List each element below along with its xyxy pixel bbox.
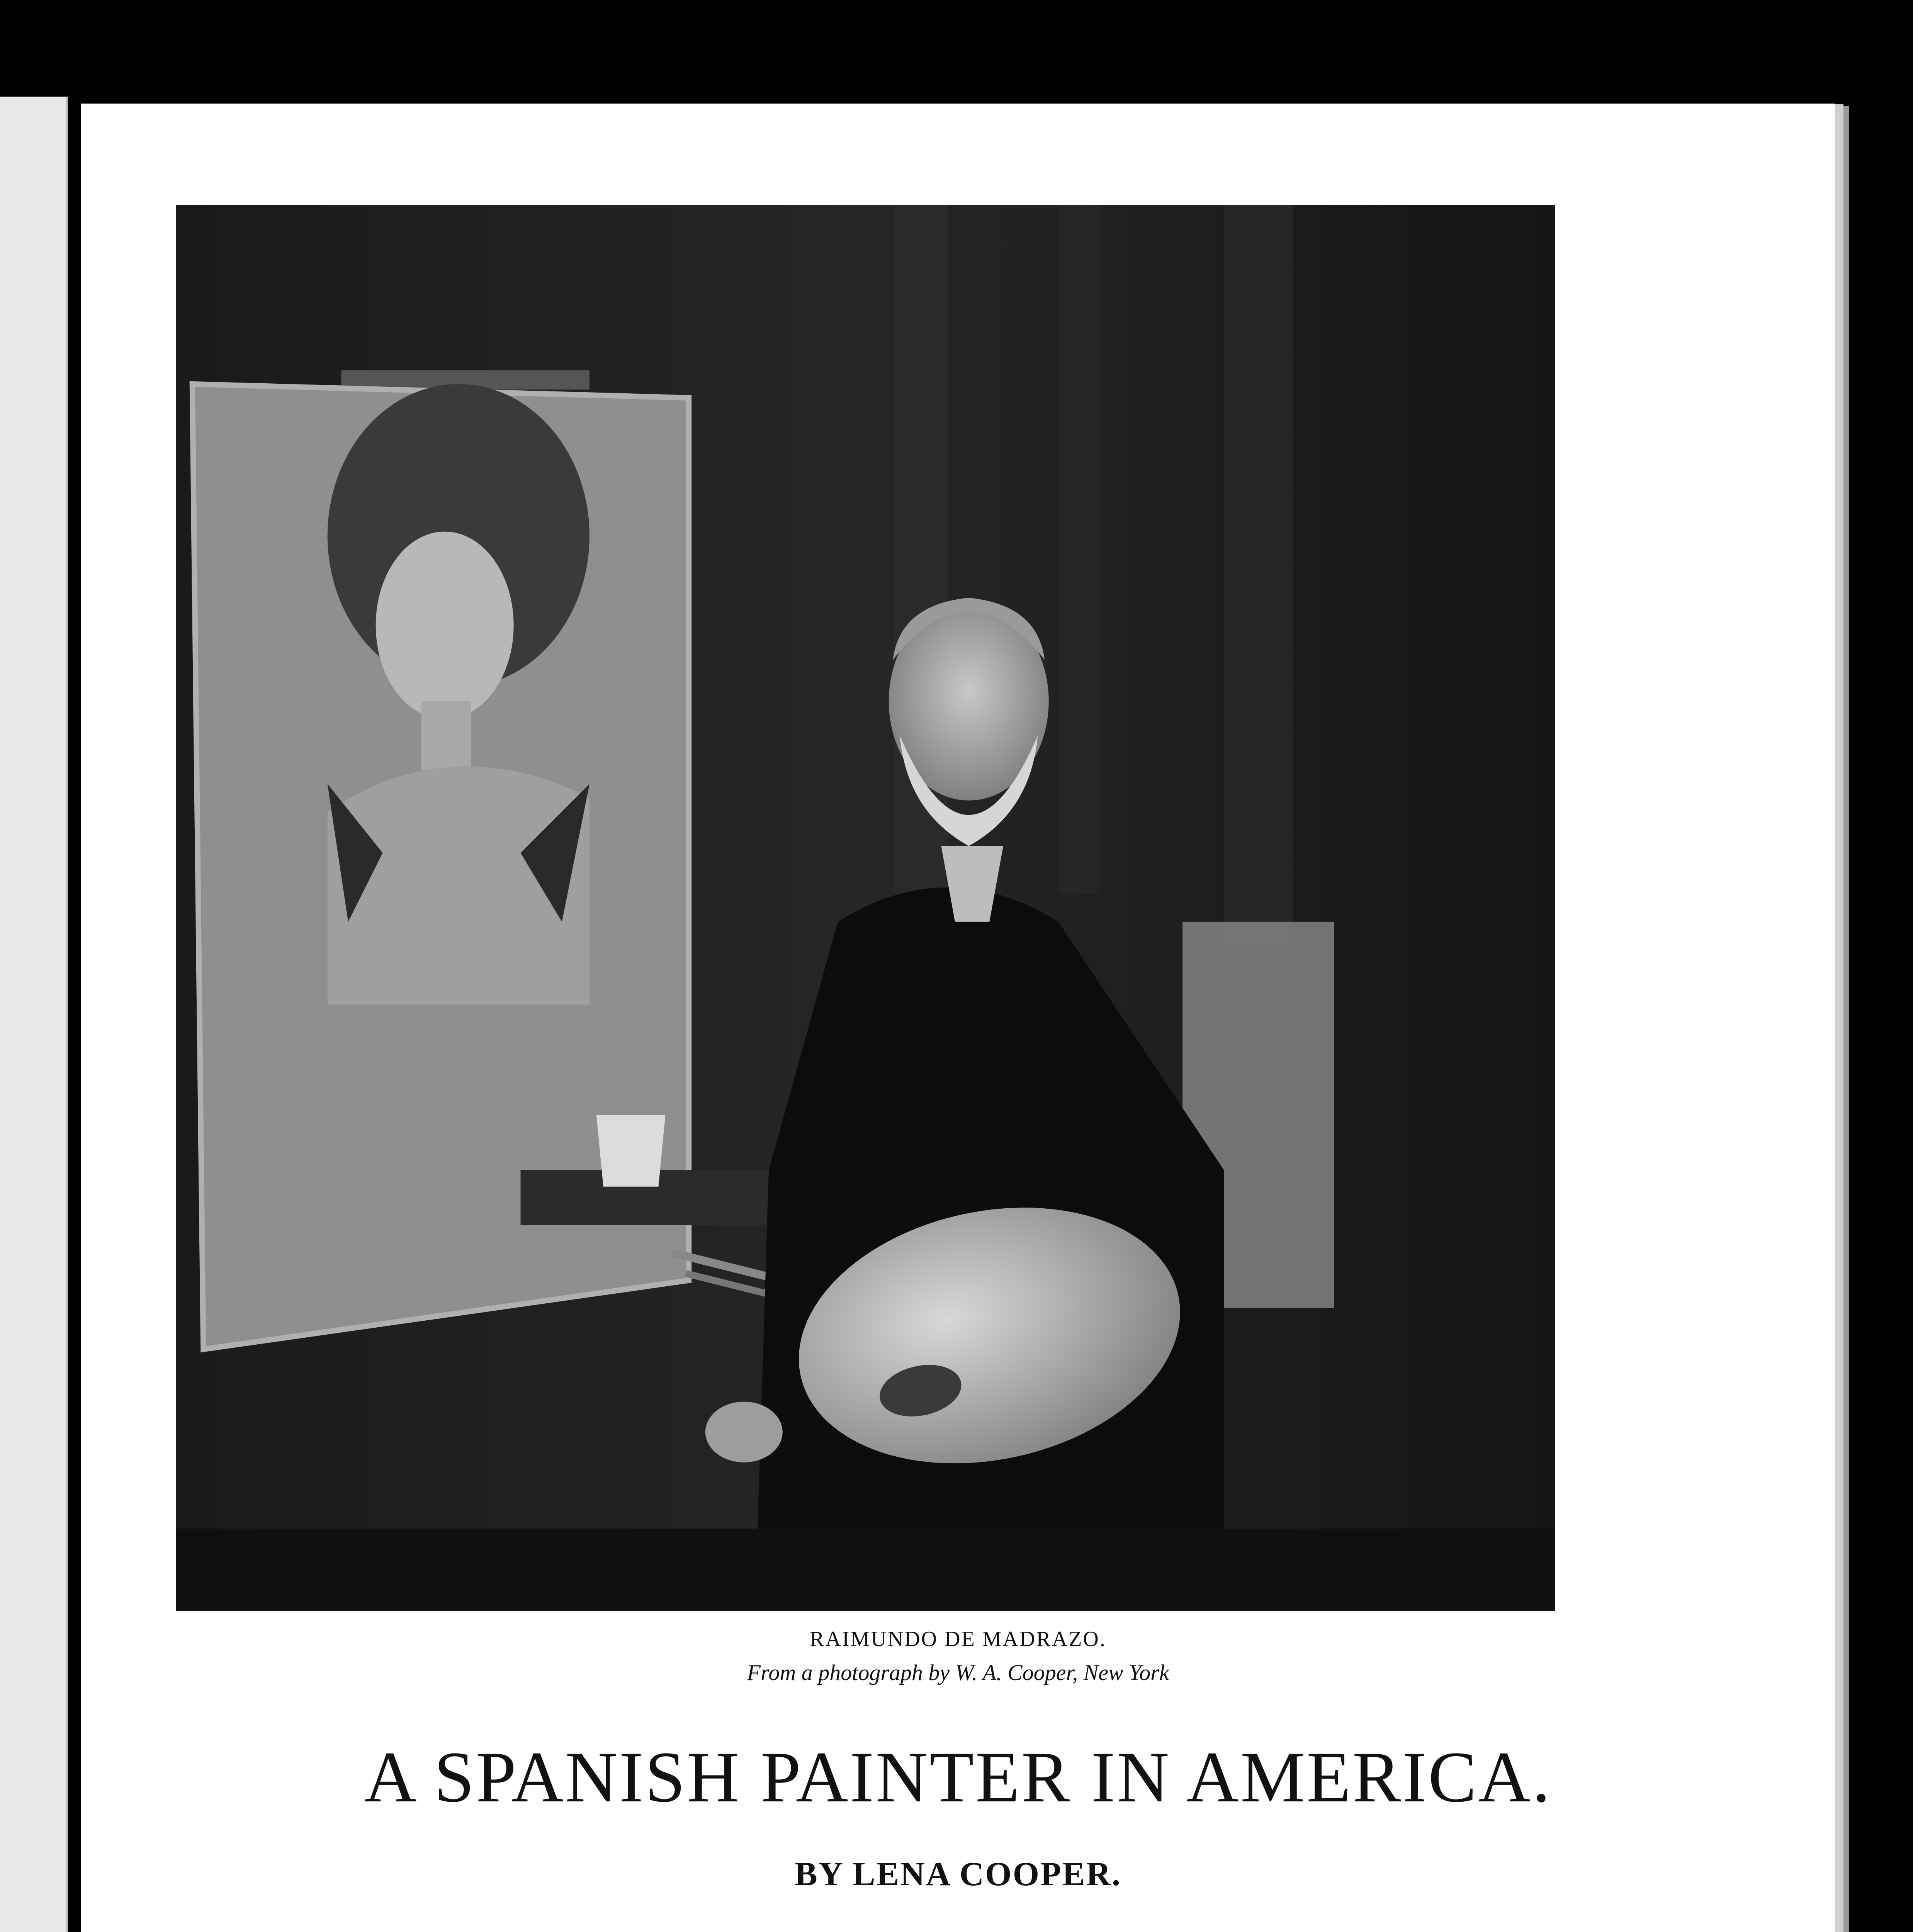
right-page-edge: [1835, 104, 1843, 1932]
article-byline: BY LENA COOPER.: [794, 1855, 1122, 1893]
article-title: A SPANISH PAINTER IN AMERICA.: [364, 1736, 1552, 1817]
portrait-photograph: [176, 205, 1555, 1611]
photo-caption-credit: From a photograph by W. A. Cooper, New York: [747, 1660, 1169, 1685]
right-page-edge-shadow: [1843, 106, 1849, 1932]
left-page-edge: [0, 97, 68, 1932]
photo-caption-subject: RAIMUNDO DE MADRAZO.: [810, 1627, 1106, 1651]
photo-illustration: [176, 205, 1555, 1611]
